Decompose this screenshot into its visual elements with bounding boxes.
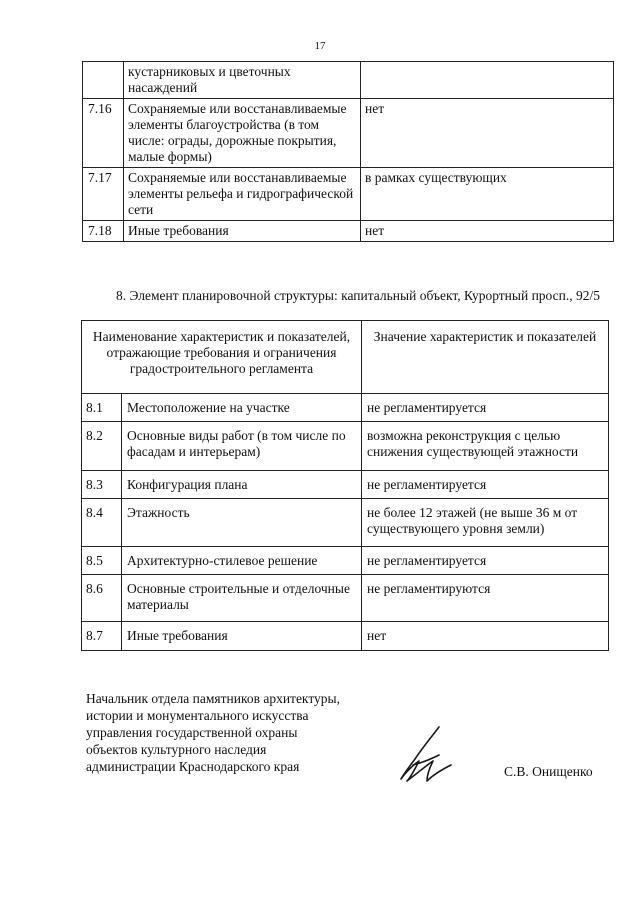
signer-position-line: объектов культурного наследия	[86, 742, 267, 757]
row-number: 8.6	[82, 575, 122, 622]
row-number	[83, 62, 124, 99]
table-row	[83, 168, 614, 221]
table-section-8	[81, 320, 609, 651]
table-header-row	[82, 321, 609, 394]
signer-position-line: Начальник отдела памятников архитектуры,	[86, 691, 340, 706]
signer-position-line: истории и монументального искусства	[86, 708, 309, 723]
table-row	[82, 471, 609, 499]
row-value: не регламентируется	[362, 547, 609, 575]
row-characteristic: Архитектурно-стилевое решение	[122, 547, 362, 575]
row-value: не более 12 этажей (не выше 36 м от существующего уровня земли)	[362, 499, 609, 547]
signer-position-line: управления государственной охраны	[86, 725, 298, 740]
row-number: 7.16	[83, 99, 124, 168]
table-row	[82, 422, 609, 471]
row-characteristic: Основные строительные и отделочные материалы	[122, 575, 362, 622]
row-number: 8.5	[82, 547, 122, 575]
row-characteristic: Иные требования	[122, 622, 362, 651]
table-row	[83, 62, 614, 99]
row-number: 8.1	[82, 394, 122, 422]
row-number: 8.4	[82, 499, 122, 547]
table-row	[83, 221, 614, 242]
row-value	[361, 62, 614, 99]
row-value: не регламентируется	[362, 471, 609, 499]
row-value: нет	[361, 221, 614, 242]
signer-position	[86, 690, 406, 775]
table-row	[82, 622, 609, 651]
row-number: 8.3	[82, 471, 122, 499]
signer-position-line: администрации Краснодарского края	[86, 759, 300, 774]
row-characteristic: кустарниковых и цветочных насаждений	[124, 62, 361, 99]
column-header-characteristic: Наименование характеристик и показателей, отражающие требования и ограничения градостроительного регламента	[82, 321, 362, 394]
table-row	[83, 99, 614, 168]
row-characteristic: Этажность	[122, 499, 362, 547]
row-number: 8.7	[82, 622, 122, 651]
table-row	[82, 575, 609, 622]
row-characteristic: Сохраняемые или восстанавливаемые элементы благоустройства (в том числе: ограды, дорожные покрытия, малые формы)	[124, 99, 361, 168]
row-value: нет	[361, 99, 614, 168]
row-characteristic: Основные виды работ (в том числе по фасадам и интерьерам)	[122, 422, 362, 471]
row-characteristic: Конфигурация плана	[122, 471, 362, 499]
page-number: 17	[314, 40, 326, 52]
table-section-7	[82, 61, 614, 242]
column-header-value: Значение характеристик и показателей	[362, 321, 609, 394]
row-number: 7.17	[83, 168, 124, 221]
row-value: не регламентируются	[362, 575, 609, 622]
row-number: 7.18	[83, 221, 124, 242]
table-row	[82, 547, 609, 575]
row-characteristic: Местоположение на участке	[122, 394, 362, 422]
signature-stroke	[401, 727, 451, 781]
row-value: не регламентируется	[362, 394, 609, 422]
table-row	[82, 499, 609, 547]
row-value: возможна реконструкция с целью снижения существующей этажности	[362, 422, 609, 471]
signer-name: С.В. Онищенко	[504, 764, 593, 779]
row-characteristic: Сохраняемые или восстанавливаемые элементы рельефа и гидрографической сети	[124, 168, 361, 221]
row-value: в рамках существующих	[361, 168, 614, 221]
handwritten-signature	[393, 725, 463, 787]
row-value: нет	[362, 622, 609, 651]
row-characteristic: Иные требования	[124, 221, 361, 242]
row-number: 8.2	[82, 422, 122, 471]
section-8-heading: 8. Элемент планировочной структуры: капитальный объект, Курортный просп., 92/5	[116, 288, 600, 303]
table-row	[82, 394, 609, 422]
